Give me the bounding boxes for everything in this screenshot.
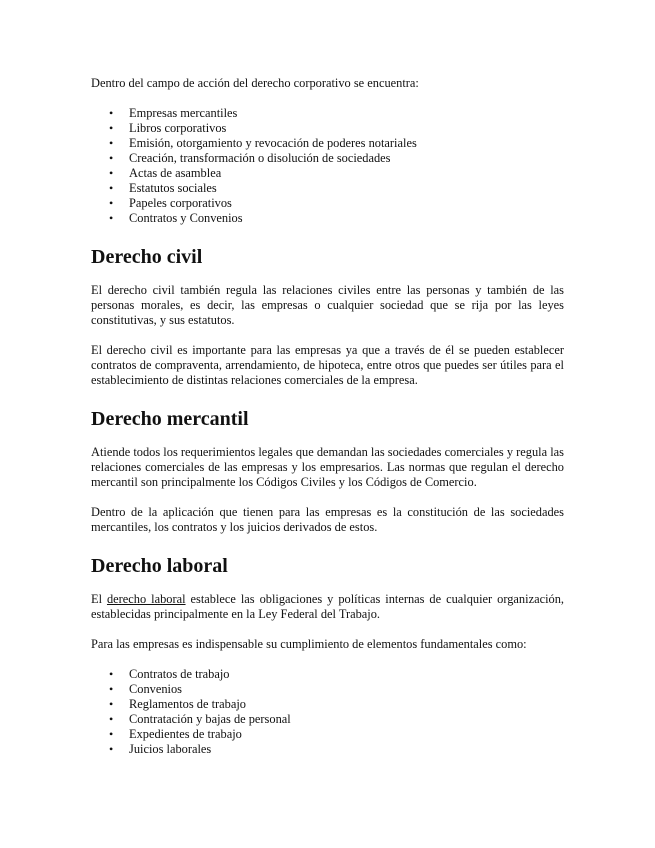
mercantil-paragraph-2: Dentro de la aplicación que tienen para las empresas es la constitución de las sociedades mercantiles, los contratos y los juicios derivados de estos. xyxy=(91,505,564,534)
heading-derecho-civil: Derecho civil xyxy=(91,246,203,268)
list-item: • Actas de asamblea xyxy=(91,166,564,181)
list-item: • Reglamentos de trabajo xyxy=(91,697,564,712)
mercantil-paragraph-1: Atiende todos los requerimientos legales que demandan las sociedades comerciales y regula las relaciones comerciales de las empresas y los empresarios. Las normas que regulan el derecho mercantil son principalmente los Códigos Civiles y los Códigos de Comercio. xyxy=(91,445,564,489)
list-item: • Contratación y bajas de personal xyxy=(91,712,564,727)
civil-paragraph-1: El derecho civil también regula las relaciones civiles entre las personas y también de las personas morales, es decir, las empresas o cualquier sociedad que se rija por las leyes constitutivas, y sus estatutos. xyxy=(91,283,564,327)
derecho-laboral-link[interactable]: derecho laboral xyxy=(106,592,186,606)
heading-derecho-laboral: Derecho laboral xyxy=(91,555,228,577)
heading-derecho-mercantil: Derecho mercantil xyxy=(91,408,249,430)
list-item: • Juicios laborales xyxy=(91,742,564,757)
labor-law-list xyxy=(91,667,564,757)
list-item: • Empresas mercantiles xyxy=(91,106,564,121)
list-item: • Emisión, otorgamiento y revocación de poderes notariales xyxy=(91,136,564,151)
laboral-prefix: El xyxy=(91,592,107,606)
laboral-rest: establece las obligaciones y políticas internas de cualquier organización, establecidas principalmente en la Ley Federal del Trabajo. xyxy=(91,592,564,621)
list-item: • Papeles corporativos xyxy=(91,196,564,211)
laboral-paragraph-2: Para las empresas es indispensable su cumplimiento de elementos fundamentales como: xyxy=(91,637,527,651)
corporate-law-list xyxy=(91,106,564,226)
list-item: • Expedientes de trabajo xyxy=(91,727,564,742)
list-item: • Creación, transformación o disolución de sociedades xyxy=(91,151,564,166)
civil-paragraph-2: El derecho civil es importante para las empresas ya que a través de él se pueden establecer contratos de compraventa, arrendamiento, de hipoteca, entre otros que puedes ser útiles para el establecimiento de distintas relaciones comerciales de la empresa. xyxy=(91,343,564,387)
list-item: • Contratos y Convenios xyxy=(91,211,564,226)
list-item: • Libros corporativos xyxy=(91,121,564,136)
intro-paragraph: Dentro del campo de acción del derecho corporativo se encuentra: xyxy=(91,76,419,90)
list-item: • Convenios xyxy=(91,682,564,697)
list-item: • Estatutos sociales xyxy=(91,181,564,196)
laboral-paragraph-1 xyxy=(91,592,564,622)
list-item: • Contratos de trabajo xyxy=(91,667,564,682)
